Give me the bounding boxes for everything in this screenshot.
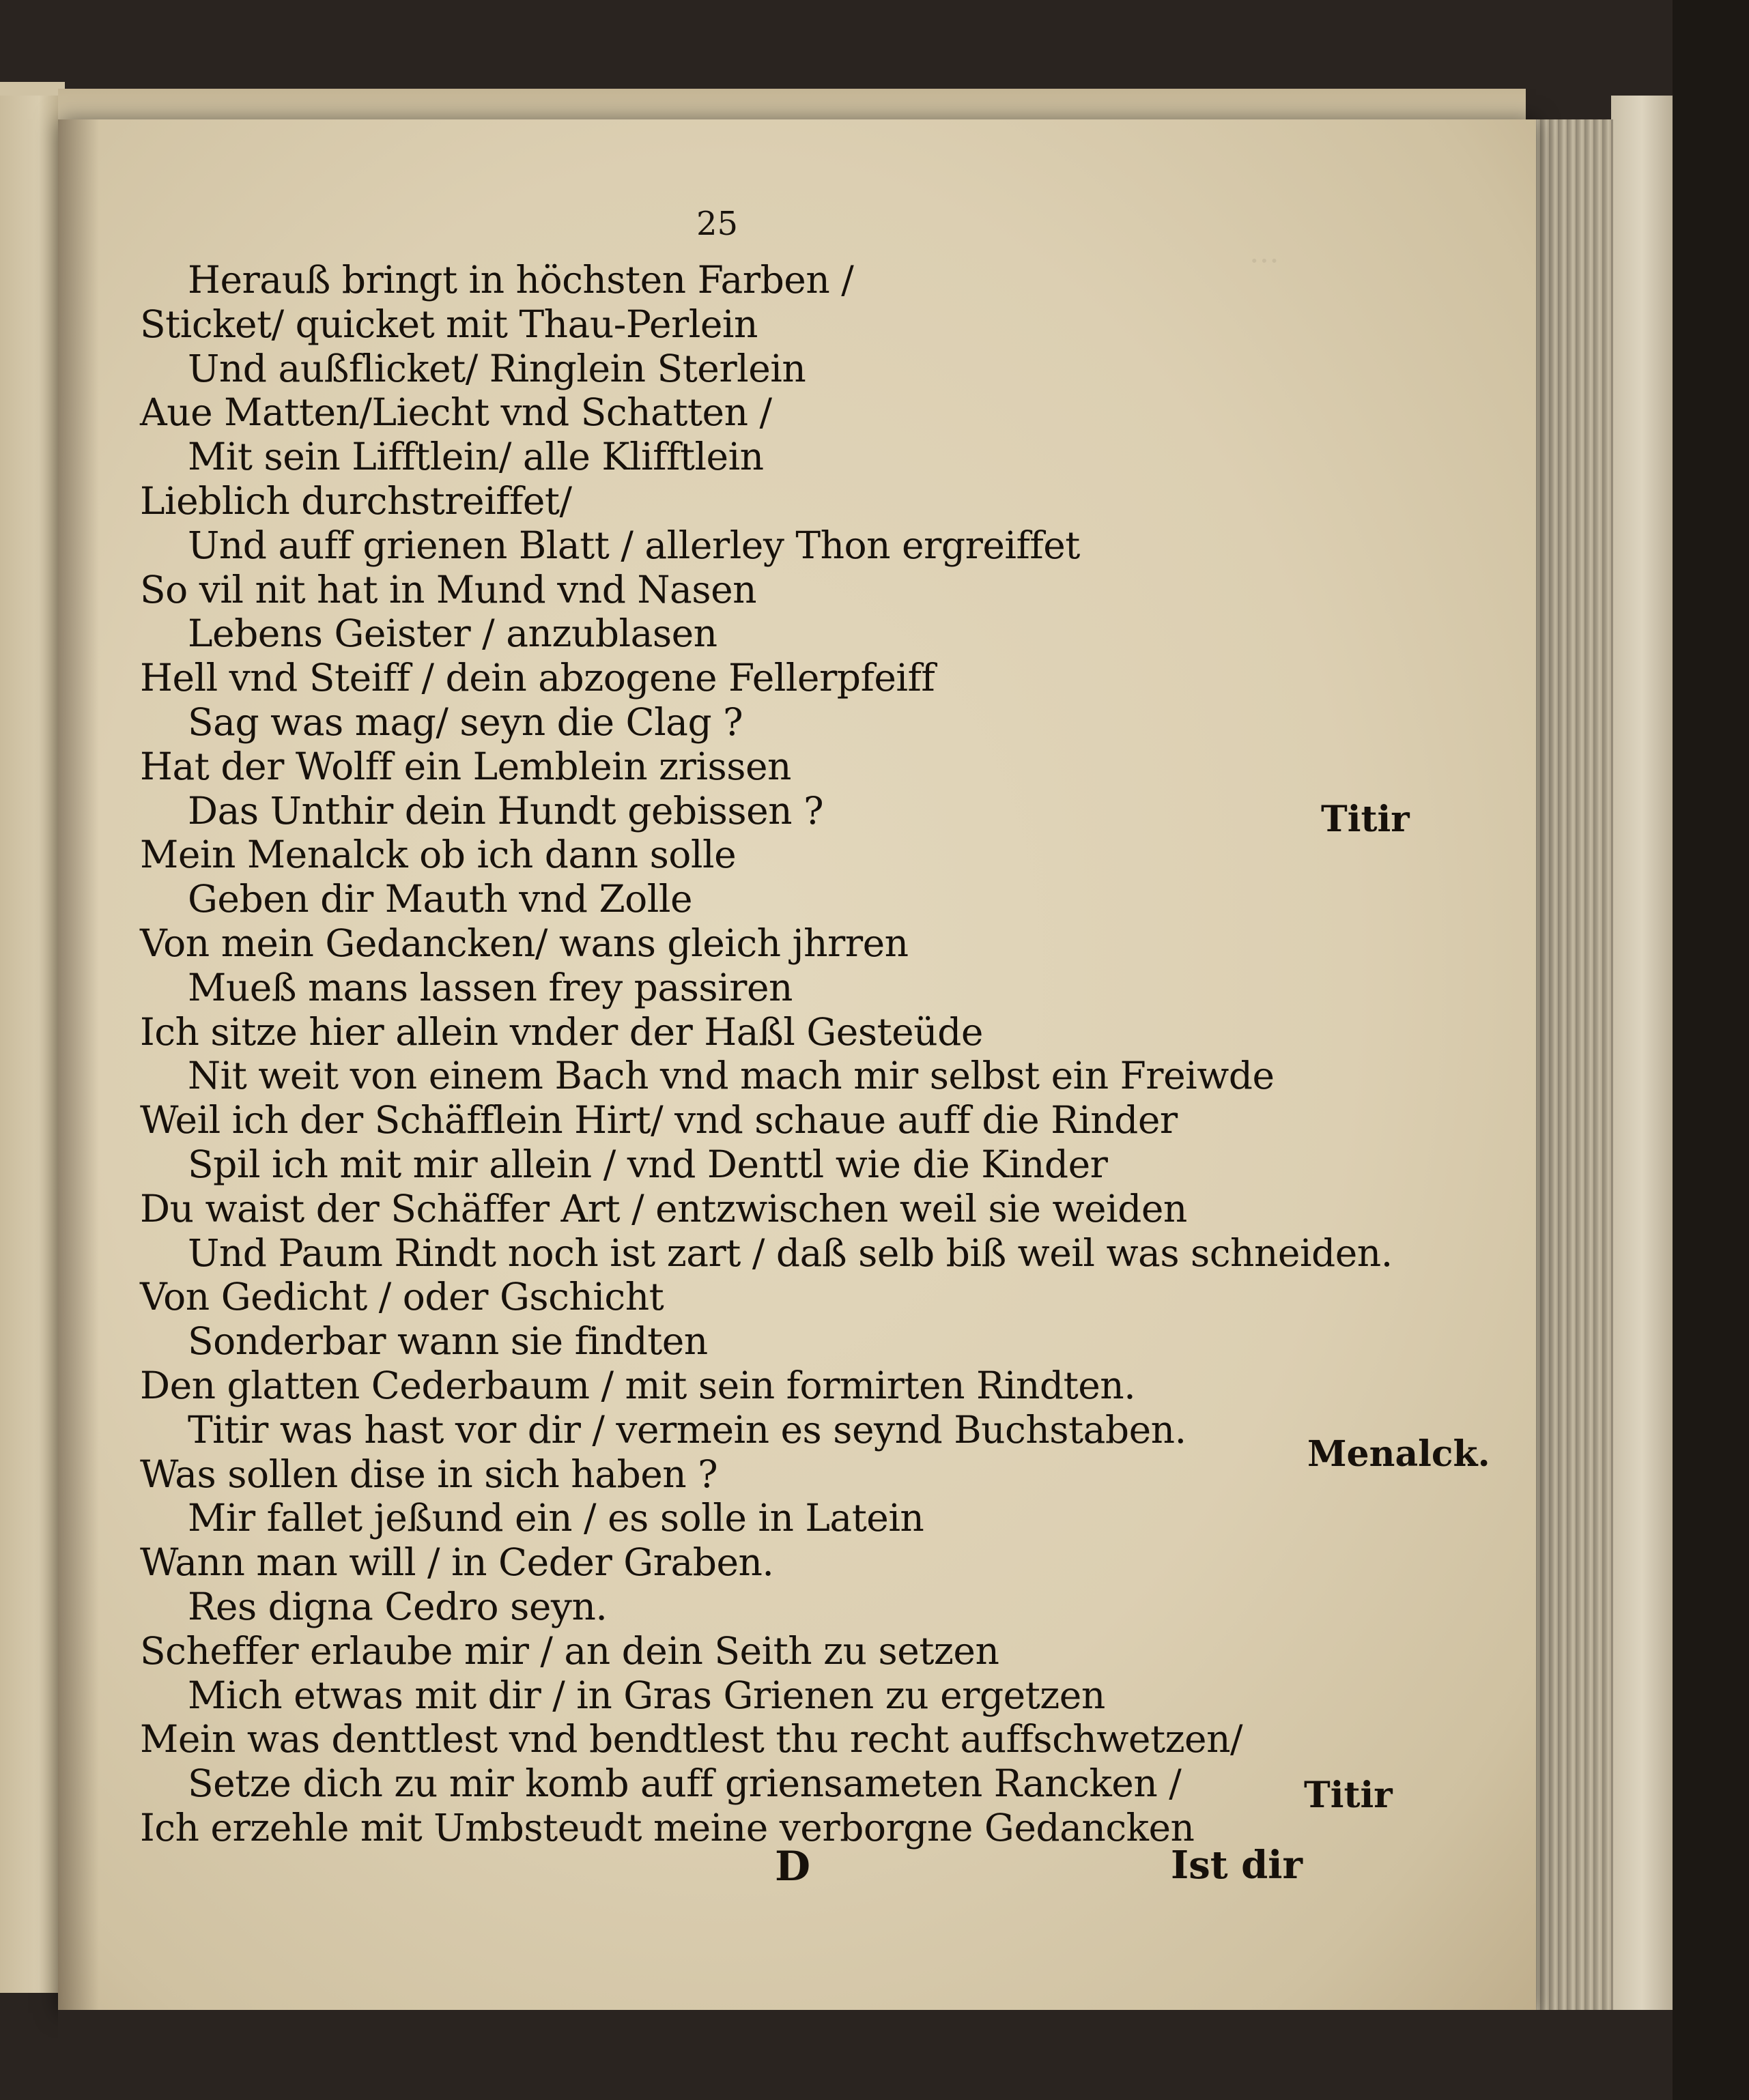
verse-line: Res digna Cedro seyn. (188, 1585, 608, 1628)
verse-line: Mir fallet jeßund ein / es solle in Latein (188, 1496, 924, 1540)
left-page-edge (0, 96, 65, 1993)
bottom-background (58, 2010, 1673, 2100)
cover-edge (1611, 96, 1673, 2020)
verse-line: Sag was mag/ seyn die Clag ? (188, 700, 743, 744)
verse-line: Mit sein Lifftlein/ alle Klifftlein (188, 435, 764, 479)
verse-line: Titir was hast vor dir / vermein es seynd Buchstaben. (188, 1407, 1186, 1452)
verse-line: Sticket/ quicket mit Thau-Perlein (140, 302, 758, 346)
verse-line: Du waist der Schäffer Art / entzwischen weil sie weiden (140, 1186, 1187, 1231)
speaker-label-titir-1: Titir (1321, 799, 1410, 840)
verse-line: Von mein Gedancken/ wans gleich jhrren (140, 921, 909, 965)
page-number: 25 (696, 205, 739, 243)
verse-line: Ich sitze hier allein vnder der Haßl Gesteüde (140, 1009, 983, 1054)
verse-line: So vil nit hat in Mund vnd Nasen (140, 567, 757, 612)
verse-line: Sonderbar wann sie findten (188, 1319, 708, 1364)
verse-line: Mein Menalck ob ich dann solle (140, 833, 737, 877)
verse-line: Ich erzehle mit Umbsteudt meine verborgne Gedancken (140, 1806, 1195, 1850)
catchword: Ist dir (1171, 1843, 1303, 1888)
verse-line: Spil ich mit mir allein / vnd Denttl wie die Kinder (188, 1142, 1108, 1186)
verse-line: Und Paum Rindt noch ist zart / daß selb biß weil was schneiden. (188, 1231, 1393, 1275)
verse-line: Mueß mans lassen frey passiren (188, 965, 793, 1009)
verse-line: Nit weit von einem Bach vnd mach mir selbst ein Freiwde (188, 1054, 1275, 1098)
verse-line: Lieblich durchstreiffet/ (140, 479, 572, 523)
verse-line: Den glatten Cederbaum / mit sein formirten Rindten. (140, 1364, 1136, 1407)
verse-line: Setze dich zu mir komb auff griensameten Rancken / (188, 1761, 1182, 1806)
verse-line: Wann man will / in Ceder Graben. (140, 1540, 774, 1585)
verse-line: Von Gedicht / oder Gschicht (140, 1275, 664, 1319)
verse-line: Und auff grienen Blatt / allerley Thon ergreiffet (188, 523, 1080, 567)
verse-line: Aue Matten/Liecht vnd Schatten / (140, 390, 772, 435)
verse-line: Das Unthir dein Hundt gebissen ? (188, 788, 824, 833)
page-gutter (58, 119, 99, 2013)
left-cover-edge (0, 82, 65, 96)
verse-line: Scheffer erlaube mir / an dein Seith zu setzen (140, 1628, 999, 1673)
verse-line: Und außflicket/ Ringlein Sterlein (188, 346, 806, 390)
verse-line: Lebens Geister / anzublasen (188, 612, 717, 656)
bleed-through: ··· (1249, 242, 1279, 279)
speaker-label-titir-2: Titir (1304, 1774, 1393, 1816)
signature-mark: D (775, 1843, 811, 1890)
verse-line: Weil ich der Schäfflein Hirt/ vnd schaue auff die Rinder (140, 1098, 1178, 1142)
speaker-label-menalck: Menalck. (1307, 1433, 1490, 1475)
page-stack-edge (1529, 119, 1613, 2010)
verse-line: Geben dir Mauth vnd Zolle (188, 877, 692, 921)
verse-line: Mein was denttlest vnd bendtlest thu recht auffschwetzen/ (140, 1717, 1243, 1761)
verse-line: Herauß bringt in höchsten Farben / (188, 258, 854, 302)
verse-line: Hat der Wolff ein Lemblein zrissen (140, 744, 791, 788)
verse-line: Hell vnd Steiff / dein abzogene Fellerpfeiff (140, 656, 935, 700)
verse-line: Was sollen dise in sich haben ? (140, 1452, 718, 1496)
verse-line: Mich etwas mit dir / in Gras Grienen zu ergetzen (188, 1673, 1105, 1717)
background-right (1673, 0, 1749, 2100)
